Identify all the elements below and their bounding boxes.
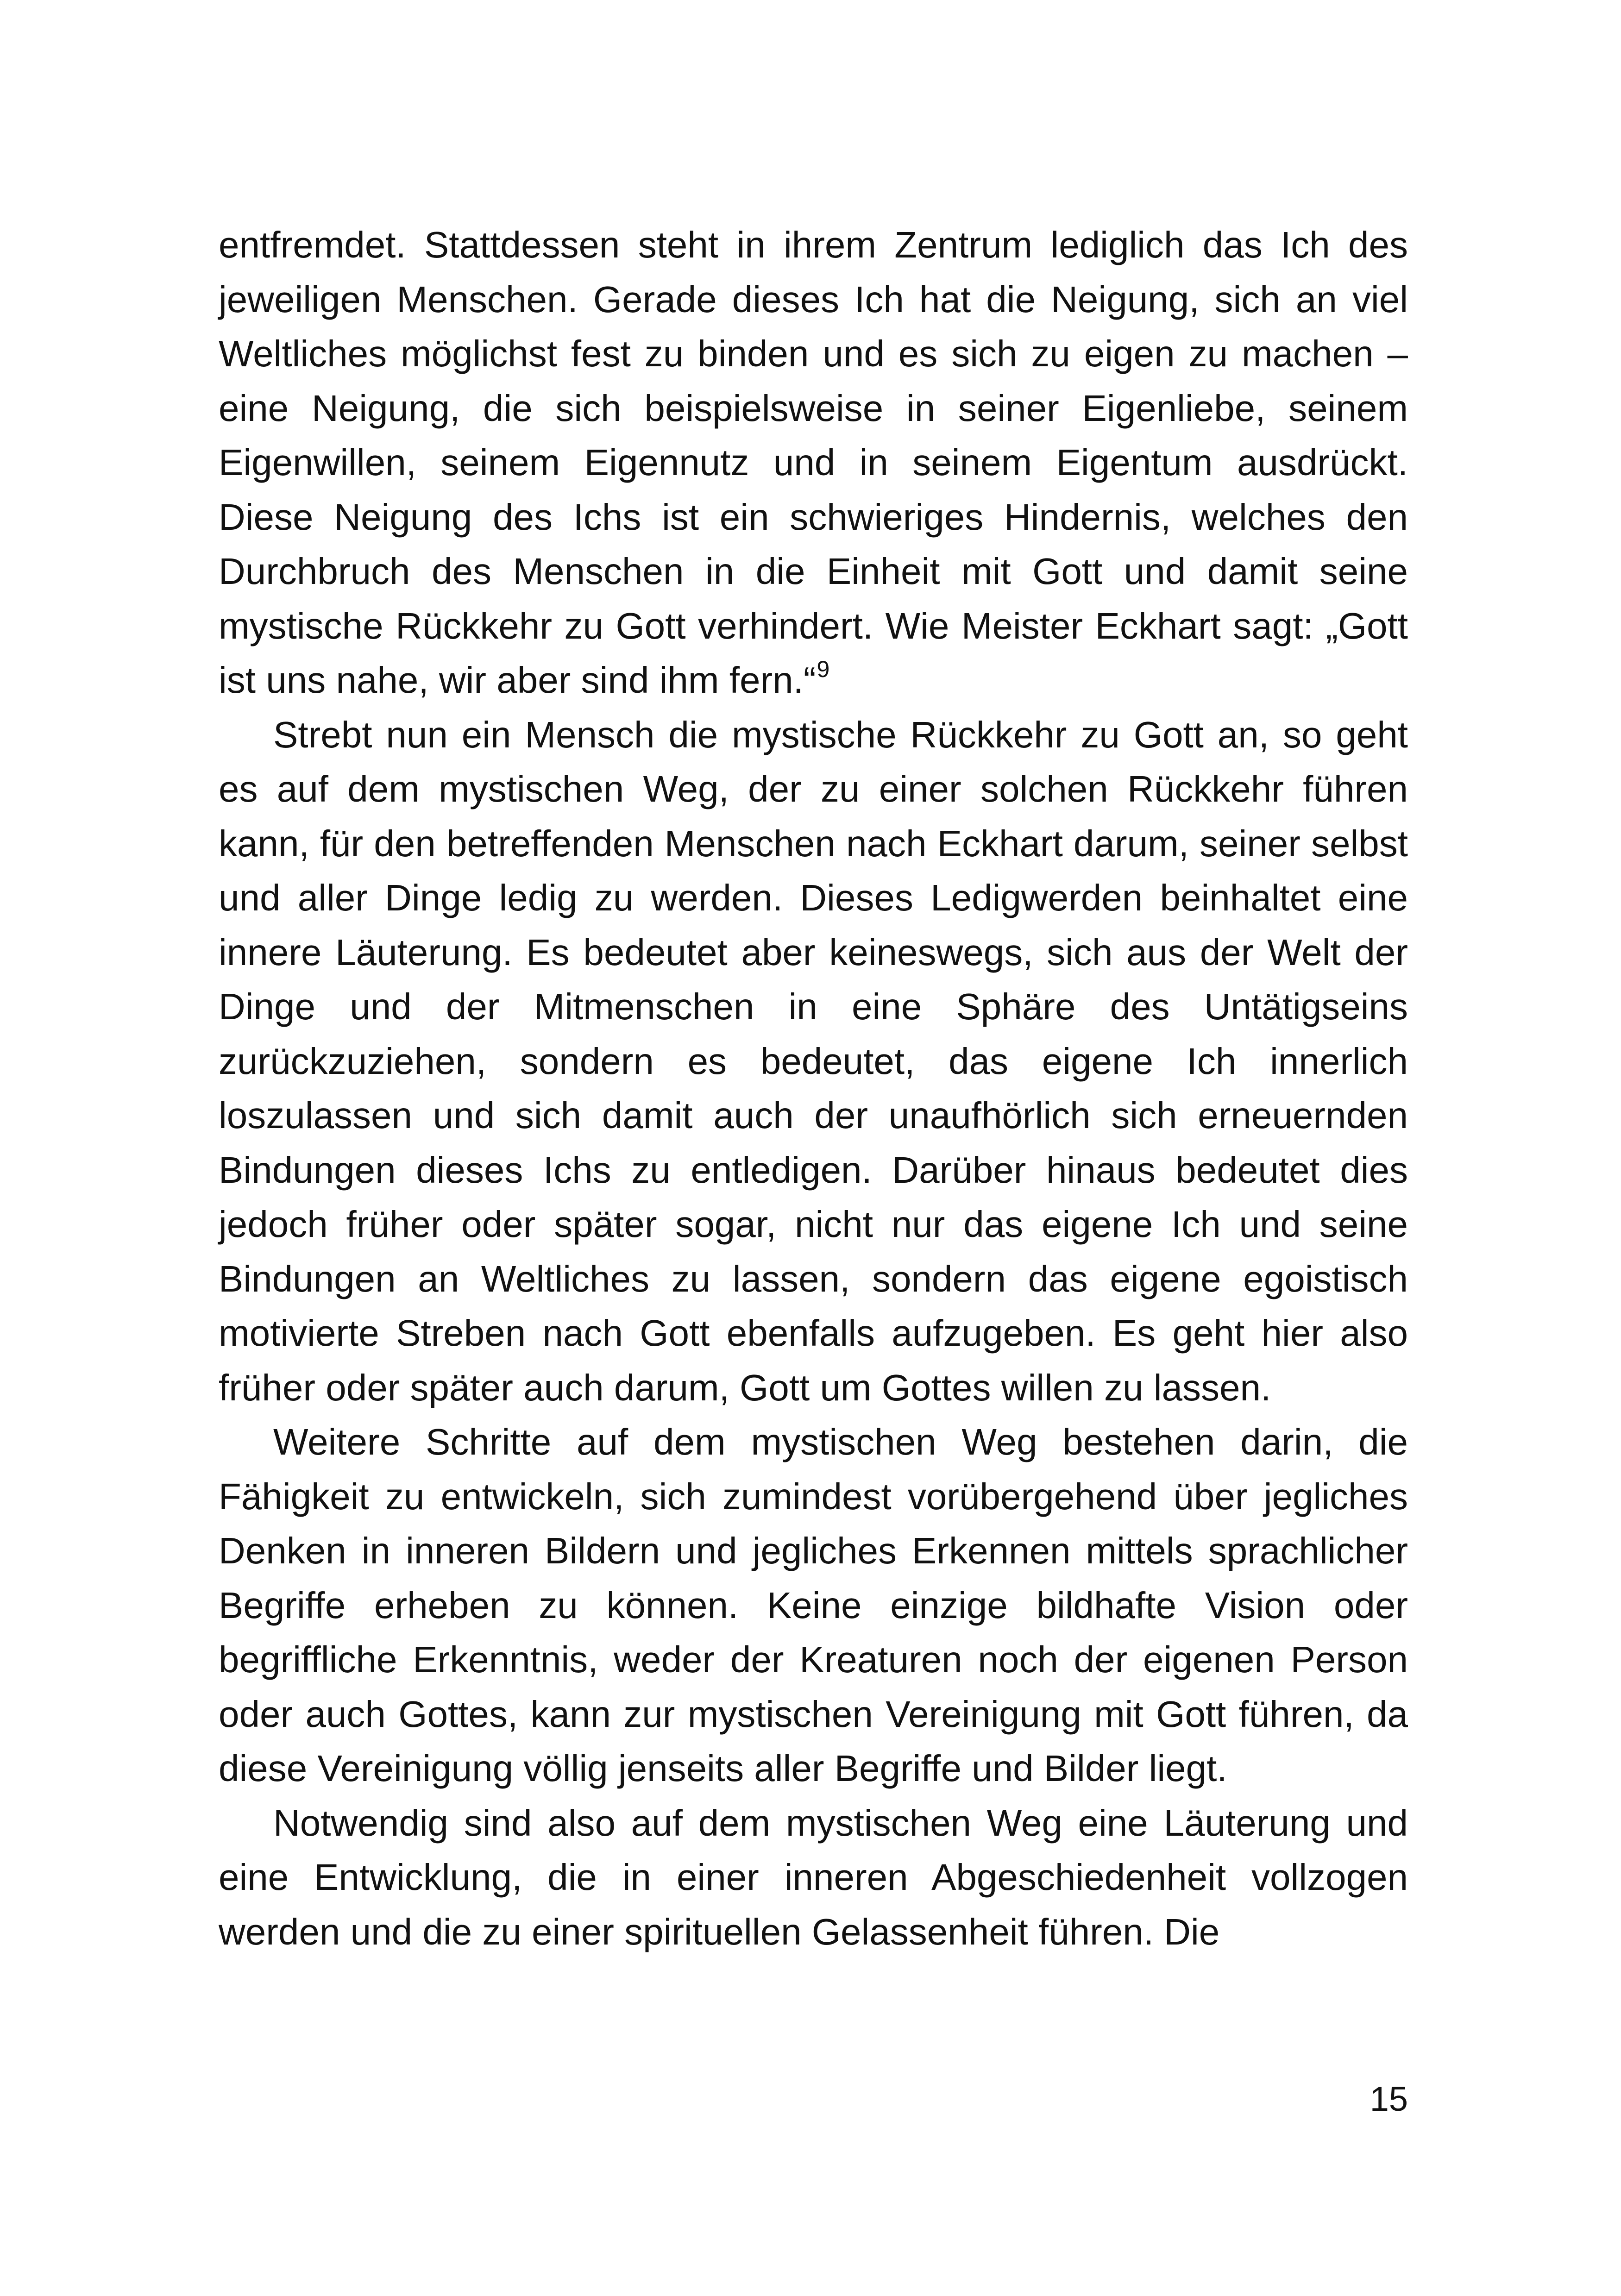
paragraph-continued (219, 218, 1408, 708)
footnote-marker: 9 (817, 656, 830, 682)
page-number: 15 (1370, 2080, 1408, 2118)
paragraph-text: entfremdet. Stattdessen steht in ihrem Zentrum lediglich das Ich des jeweiligen Menschen. Gerade dieses Ich hat die Neigung, sich an viel Weltliches möglichst fest zu binden und es sich zu eigen zu machen – eine Neigung, die sich beispielsweise in seiner Eigenliebe, seinem Eigenwillen, seinem Eigennutz und in seinem Eigentum ausdrückt. Diese Neigung des Ichs ist ein schwieriges Hindernis, welches den Durchbruch des Menschen in die Einheit mit Gott und damit seine mystische Rückkehr zu Gott verhindert. Wie Meister Eckhart sagt: „Gott ist uns nahe, wir aber sind ihm fern.“ (219, 224, 1408, 701)
paragraph: Strebt nun ein Mensch die mystische Rückkehr zu Gott an, so geht es auf dem mystischen Weg, der zu einer solchen Rückkehr führen kann, für den betreffenden Menschen nach Eckhart darum, seiner selbst und aller Dinge ledig zu werden. Dieses Ledigwerden beinhaltet eine innere Läuterung. Es bedeutet aber keineswegs, sich aus der Welt der Dinge und der Mitmenschen in eine Sphäre des Untätigseins zurückzuziehen, sondern es bedeutet, das eigene Ich innerlich loszulassen und sich damit auch der unaufhörlich sich erneuernden Bindungen dieses Ichs zu entledigen. Darüber hinaus bedeutet dies jedoch früher oder später sogar, nicht nur das eigene Ich und seine Bindungen an Weltliches zu lassen, sondern das eigene egoistisch motivierte Streben nach Gott ebenfalls aufzugeben. Es geht hier also früher oder später auch darum, Gott um Gottes willen zu lassen. (219, 714, 1408, 1408)
paragraph-continues: Notwendig sind also auf dem mystischen Weg eine Läuterung und eine Entwicklung, die in einer inneren Abgeschiedenheit vollzogen werden und die zu einer spirituellen Gelassenheit führen. Die (219, 1802, 1408, 1952)
paragraph: Weitere Schritte auf dem mystischen Weg bestehen darin, die Fähigkeit zu entwickeln, sich zumindest vorübergehend über jegliches Denken in inneren Bildern und jegliches Erkennen mittels sprachlicher Begriffe erheben zu können. Keine einzige bildhafte Vision oder begriffliche Erkenntnis, weder der Kreaturen noch der eigenen Person oder auch Gottes, kann zur mystischen Vereinigung mit Gott führen, da diese Vereinigung völlig jenseits aller Begriffe und Bilder liegt. (219, 1421, 1408, 1789)
page-body-text (219, 218, 1408, 1959)
